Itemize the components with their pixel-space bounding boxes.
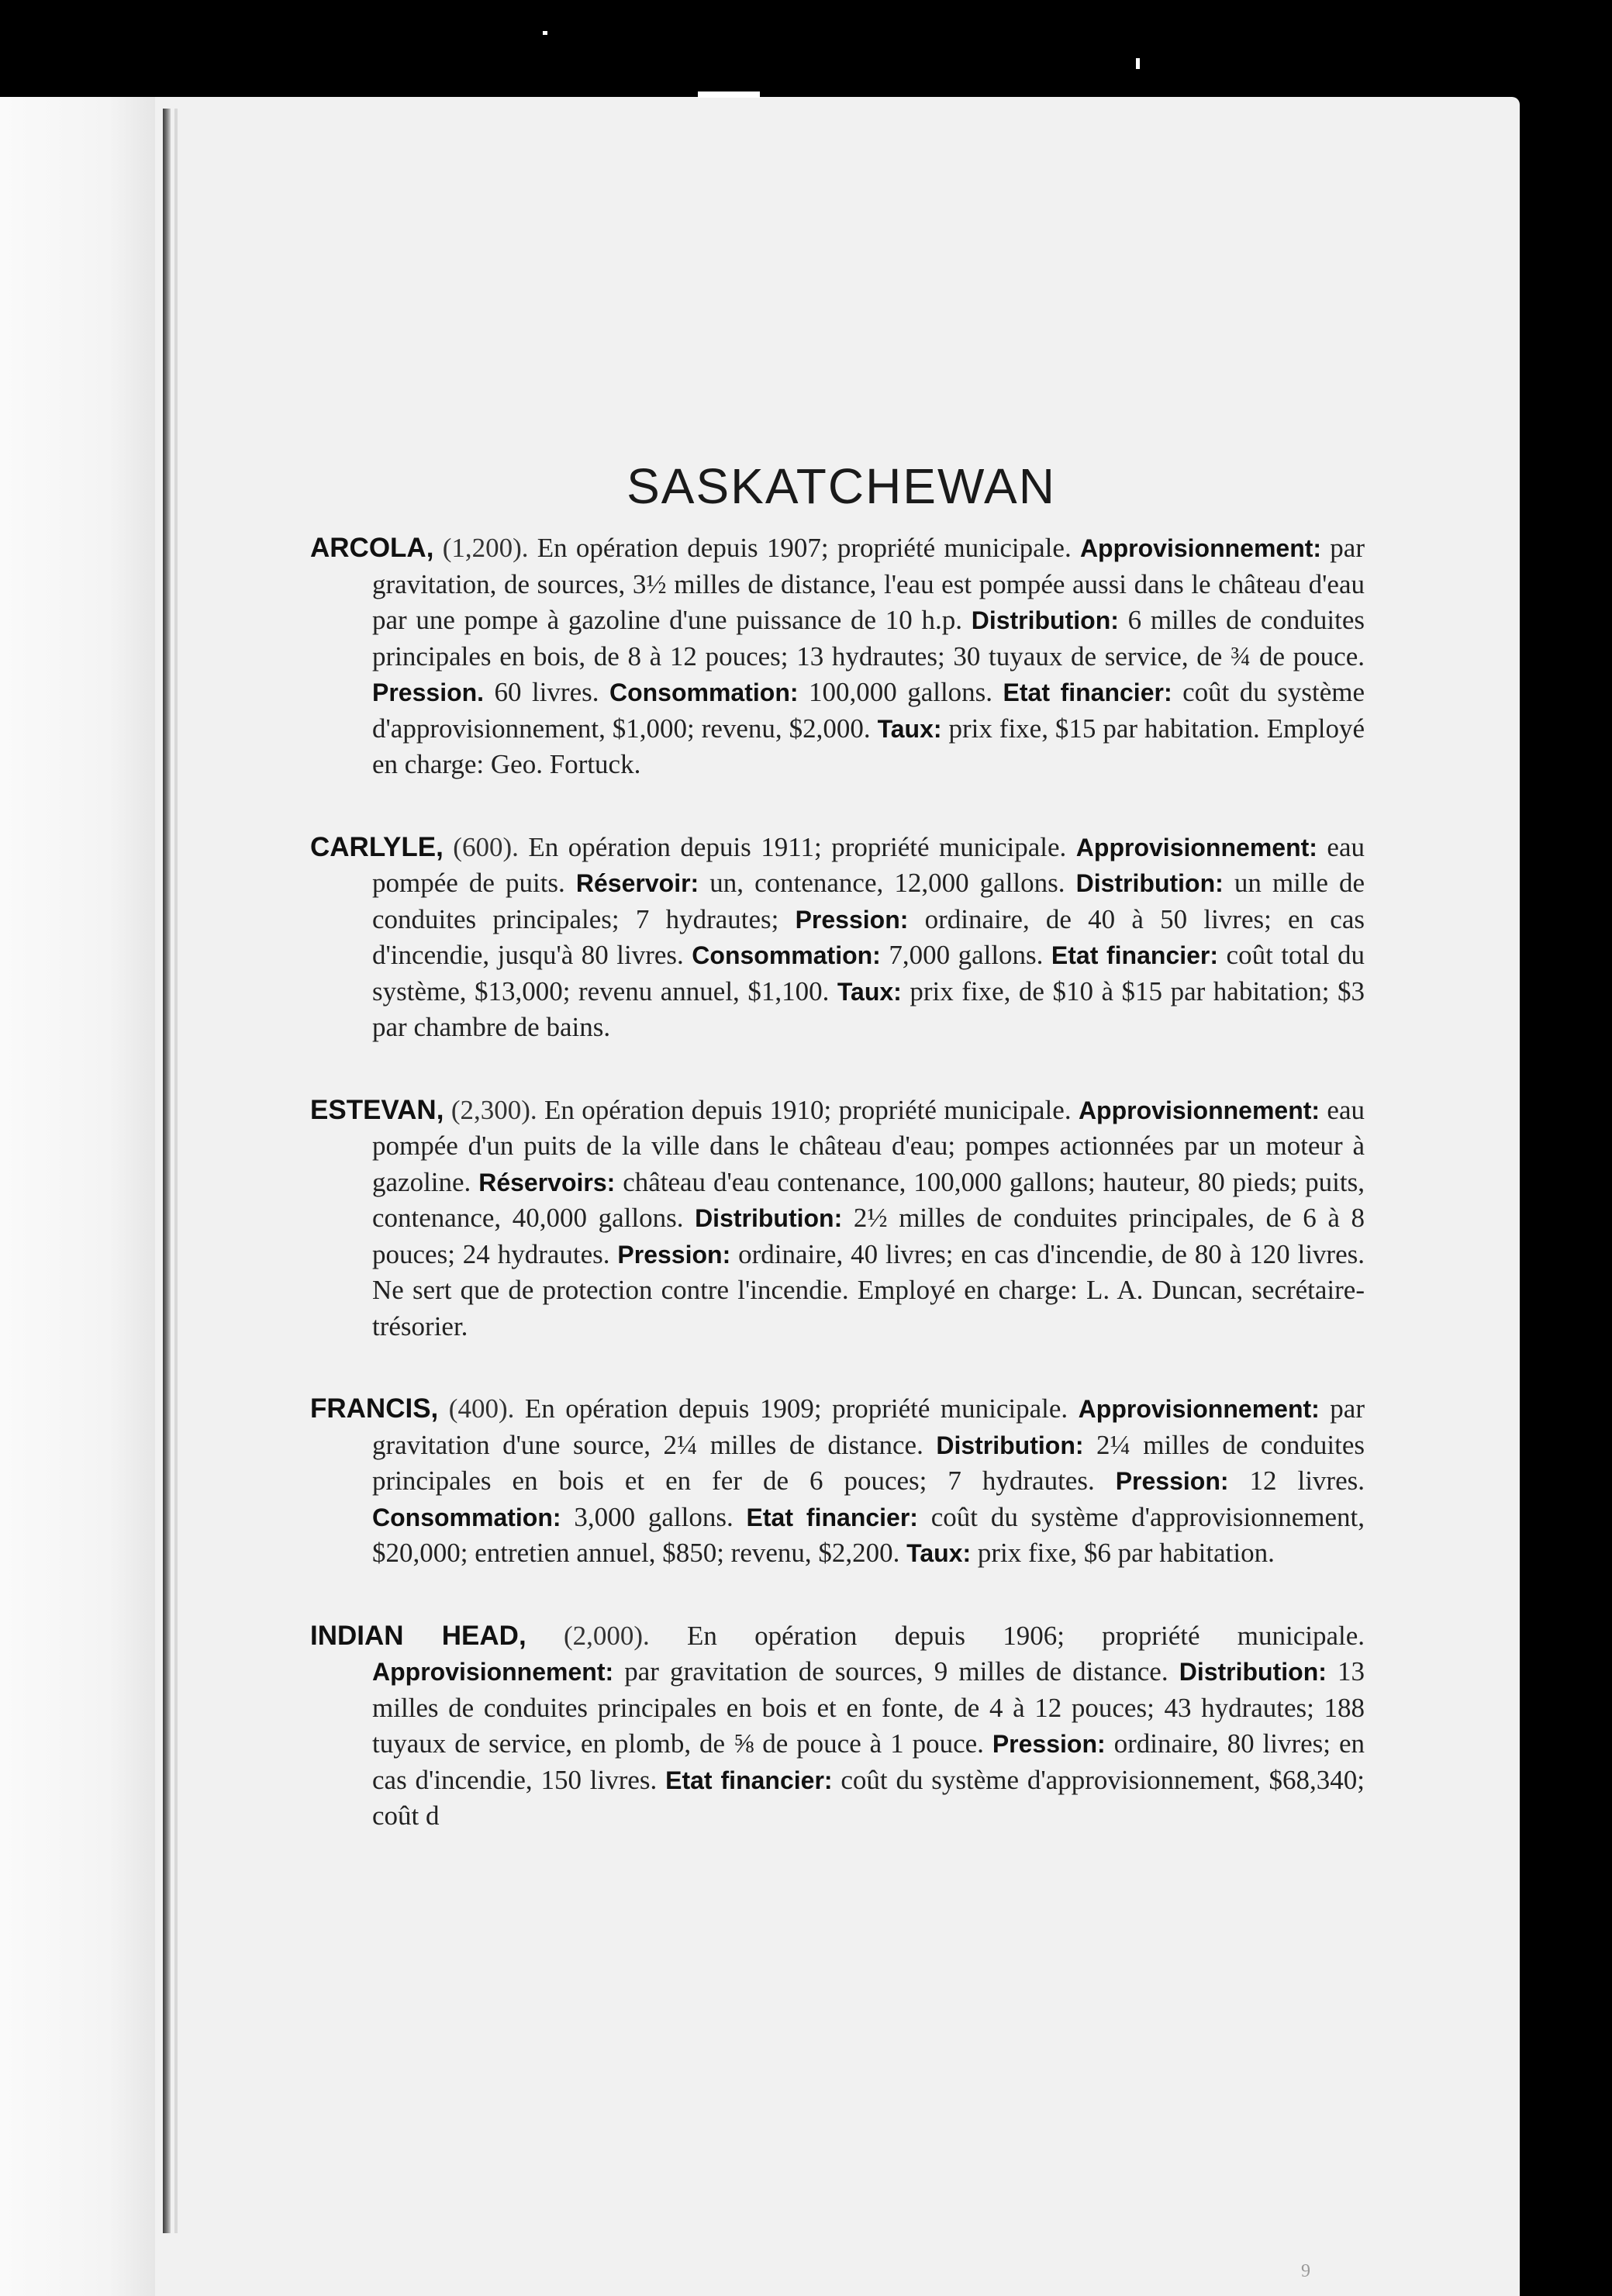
field-text: En opération depuis 1910; propriété municipale.	[537, 1094, 1079, 1125]
field-label: Approvisionnement:	[1079, 534, 1322, 562]
field-text: château d'eau contenance, 100,000 gallons; hauteur, 80 pieds; puits, contenance, 40,000 gallons.	[372, 1166, 1365, 1233]
page-content	[310, 457, 1365, 1881]
field-text: coût du système d'approvisionnement, $1,000; revenu, $2,000.	[372, 677, 1365, 744]
field-label: Distribution:	[971, 606, 1119, 634]
entry-town-name: ESTEVAN,	[310, 1094, 444, 1125]
field-label: Etat financier:	[665, 1766, 833, 1794]
entry-population: (2,300).	[450, 1094, 537, 1125]
scanned-page	[0, 97, 1520, 2296]
scan-speck	[698, 91, 760, 98]
field-text: prix fixe, de $10 à $15 par habitation; $3 par chambre de bains.	[372, 975, 1365, 1042]
entry-estevan	[310, 1093, 1365, 1345]
field-text: par gravitation de sources, 9 milles de distance.	[613, 1656, 1179, 1687]
entry-francis	[310, 1391, 1365, 1572]
field-text: En opération depuis 1909; propriété municipale.	[514, 1393, 1079, 1424]
field-label: Taux:	[837, 977, 902, 1006]
entry-population: (400).	[448, 1393, 515, 1424]
field-label: Pression:	[795, 905, 909, 934]
field-label: Consommation:	[609, 678, 799, 706]
page-title: SASKATCHEWAN	[627, 458, 1056, 514]
field-text: coût du système d'approvisionnement, $68,340; coût d	[372, 1764, 1365, 1831]
field-label: Etat financier:	[1003, 678, 1172, 706]
entry-town-name: CARLYLE,	[310, 831, 444, 862]
binding-edge	[163, 109, 171, 2233]
field-text: ordinaire, 40 livres; en cas d'incendie, de 80 à 120 livres. Ne sert que de protection contre l'incendie. Employé en charge: L. A. Duncan, secrétaire-trésorier.	[372, 1238, 1365, 1341]
field-label: Consommation:	[372, 1503, 561, 1531]
field-text: En opération depuis 1907; propriété municipale.	[528, 533, 1080, 563]
field-label: Approvisionnement:	[1078, 1096, 1320, 1124]
entry-list	[310, 530, 1365, 1835]
entry-arcola	[310, 530, 1365, 783]
field-label: Approvisionnement:	[1075, 833, 1317, 861]
field-label: Etat financier:	[1051, 941, 1219, 969]
field-label: Approvisionnement:	[1078, 1395, 1320, 1423]
entry-town-name: FRANCIS,	[310, 1393, 439, 1424]
field-text: En opération depuis 1906; propriété municipale.	[649, 1620, 1365, 1651]
entry-town-name: INDIAN HEAD,	[310, 1620, 526, 1651]
binding-shadow	[174, 109, 178, 2233]
field-label: Etat financier:	[746, 1503, 918, 1531]
field-label: Pression.	[372, 678, 485, 706]
scan-speck	[1136, 58, 1140, 69]
field-text: un, contenance, 12,000 gallons.	[699, 868, 1076, 898]
field-text: par gravitation d'une source, 2¼ milles de distance.	[372, 1393, 1365, 1460]
scan-speck	[543, 31, 547, 35]
field-text: 3,000 gallons.	[561, 1501, 747, 1532]
field-label: Pression:	[617, 1240, 731, 1269]
field-text: 60 livres.	[484, 677, 609, 707]
field-text: eau pompée d'un puits de la ville dans le château d'eau; pompes actionnées par un moteur à gazoline.	[372, 1094, 1365, 1197]
entry-town-name: ARCOLA,	[310, 533, 434, 563]
field-label: Réservoir:	[575, 869, 699, 897]
field-text: coût total du système, $13,000; revenu annuel, $1,100.	[372, 940, 1365, 1006]
field-label: Pression:	[1115, 1467, 1229, 1495]
field-text: 12 livres.	[1228, 1466, 1365, 1496]
field-text: 13 milles de conduites principales en bois et en fonte, de 4 à 12 pouces; 43 hydrautes; 188 tuyaux de service, en plomb, de ⅝ de pouce à 1 pouce.	[372, 1656, 1365, 1759]
field-label: Distribution:	[695, 1204, 843, 1232]
field-text: 7,000 gallons.	[880, 940, 1051, 970]
entry-population: (1,200).	[442, 533, 529, 563]
entry-carlyle	[310, 830, 1365, 1046]
field-text: par gravitation, de sources, 3½ milles de distance, l'eau est pompée aussi dans le château d'eau par une pompe à gazoline d'une puissance de 10 h.p.	[372, 533, 1365, 635]
field-label: Pression:	[992, 1730, 1106, 1758]
field-label: Distribution:	[1075, 869, 1224, 897]
field-text: 2¼ milles de conduites principales en bois et en fer de 6 pouces; 7 hydrautes.	[372, 1429, 1365, 1496]
field-text: En opération depuis 1911; propriété municipale.	[518, 831, 1076, 862]
field-text: eau pompée de puits.	[372, 831, 1365, 898]
field-text: un mille de conduites principales; 7 hydrautes;	[372, 868, 1365, 934]
page-gutter	[0, 97, 155, 2296]
field-label: Taux:	[906, 1539, 972, 1567]
field-text: 2½ milles de conduites principales, de 6 à 8 pouces; 24 hydrautes.	[372, 1203, 1365, 1269]
entry-indian-head	[310, 1618, 1365, 1835]
entry-population: (2,000).	[563, 1620, 650, 1651]
field-label: Distribution:	[936, 1431, 1084, 1459]
field-text: coût du système d'approvisionnement, $20,000; entretien annuel, $850; revenu, $2,200.	[372, 1501, 1365, 1568]
field-label: Consommation:	[692, 941, 881, 969]
field-label: Réservoirs:	[478, 1168, 616, 1196]
field-text: ordinaire, 80 livres; en cas d'incendie, 150 livres.	[372, 1728, 1365, 1795]
field-label: Approvisionnement:	[372, 1658, 614, 1686]
field-text: 100,000 gallons.	[798, 677, 1003, 707]
entry-population: (600).	[453, 831, 519, 862]
field-text: ordinaire, de 40 à 50 livres; en cas d'incendie, jusqu'à 80 livres.	[372, 903, 1365, 970]
field-label: Distribution:	[1179, 1658, 1327, 1686]
field-text: 6 milles de conduites principales en bois, de 8 à 12 pouces; 13 hydrautes; 30 tuyaux de service, de ¾ de pouce.	[372, 605, 1365, 672]
field-text: prix fixe, $15 par habitation. Employé en charge: Geo. Fortuck.	[372, 713, 1365, 779]
field-label: Taux:	[877, 714, 942, 743]
field-text: prix fixe, $6 par habitation.	[971, 1538, 1275, 1568]
bottom-mark: 9	[1301, 2261, 1310, 2281]
